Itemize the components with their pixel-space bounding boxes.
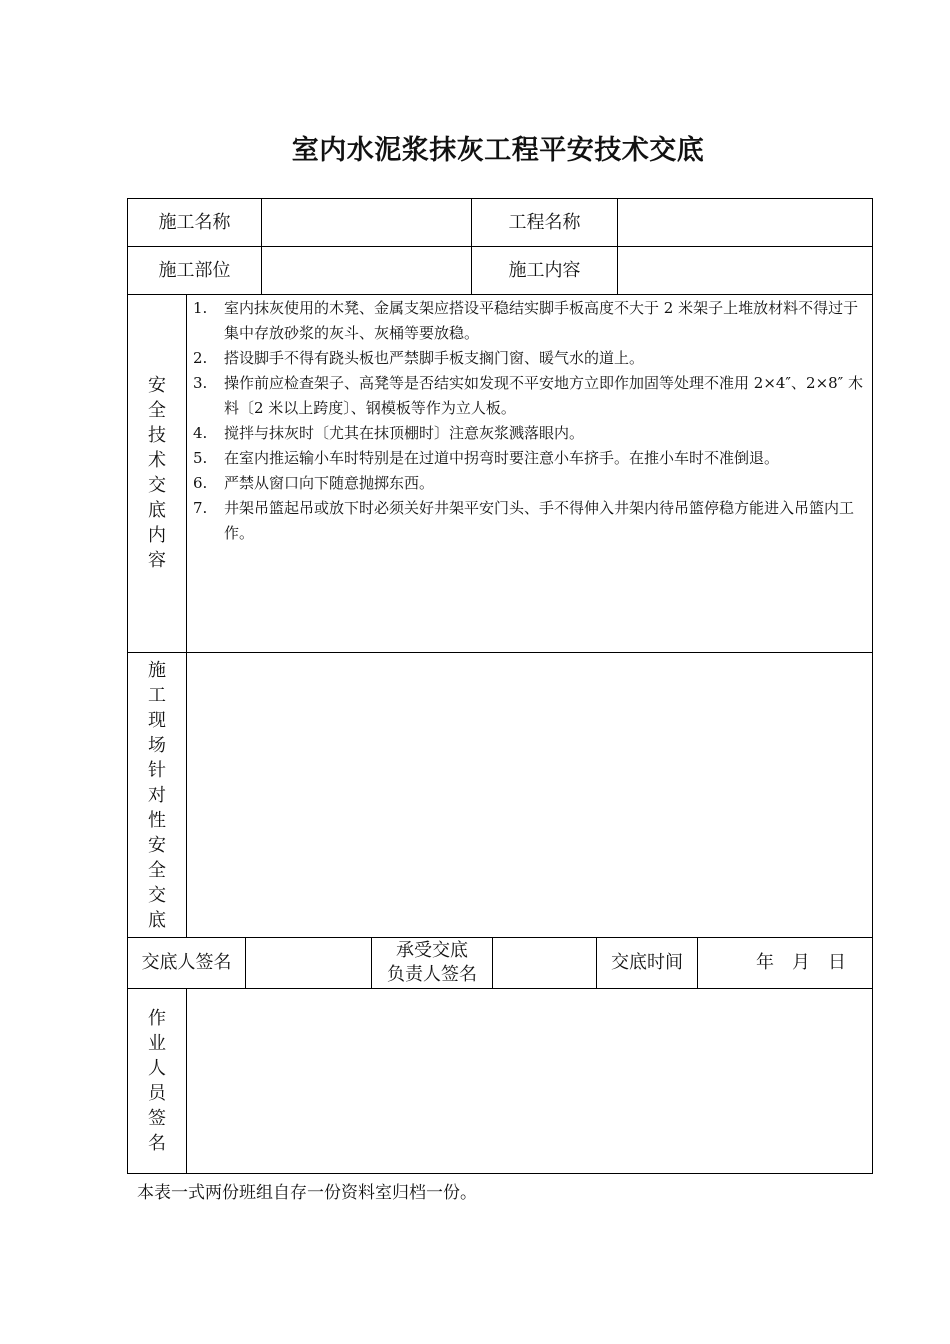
workers-signature-area[interactable] xyxy=(188,990,871,1172)
item-text: 在室内推运输小车时特别是在过道中拐弯时要注意小车挤手。在推小车时不准倒退。 xyxy=(224,449,780,467)
disclosure-time-label: 交底时间 xyxy=(611,952,683,973)
list-item xyxy=(193,296,868,346)
disclosure-date-field[interactable]: 年 月 日 xyxy=(756,952,846,973)
footer-note: 本表一式两份班组自存一份资料室归档一份。 xyxy=(137,1183,477,1203)
discloser-signature-field[interactable] xyxy=(246,938,371,988)
item-text: 严禁从窗口向下随意抛掷东西。 xyxy=(224,474,435,492)
discloser-signature-label: 交底人签名 xyxy=(141,952,232,973)
list-item xyxy=(193,471,868,496)
item-number: 3. xyxy=(193,374,208,392)
receiver-signature-label: 承受交底 负责人签名 xyxy=(387,940,477,985)
workers-section-label: 作 业 人 员 签 名 xyxy=(148,1008,166,1154)
list-item xyxy=(193,346,868,371)
item-text: 操作前应检查架子、高凳等是否结实如发现不平安地方立即作加固等处理不准用 2×4″、2×8″ 木料〔2 米以上跨度〕、钢模板等作为立人板。 xyxy=(224,374,864,417)
project-name-field[interactable] xyxy=(618,199,872,246)
item-number: 4. xyxy=(193,424,208,442)
receiver-signature-field[interactable] xyxy=(493,938,596,988)
construction-name-field[interactable] xyxy=(262,199,471,246)
safety-items-list xyxy=(193,296,868,546)
item-text: 井架吊篮起吊或放下时必须关好井架平安门头、手不得伸入井架内待吊篮停稳方能进入吊篮内工作。 xyxy=(224,499,855,542)
list-item xyxy=(193,496,868,546)
item-number: 5. xyxy=(193,449,208,467)
item-number: 2. xyxy=(193,349,208,367)
construction-name-label: 施工名称 xyxy=(158,211,231,233)
item-text: 搅拌与抹灰时〔尤其在抹顶棚时〕注意灰浆溅落眼内。 xyxy=(224,424,585,442)
item-number: 7. xyxy=(193,499,208,517)
onsite-content-area[interactable] xyxy=(188,654,871,936)
item-number: 6. xyxy=(193,474,208,492)
item-text: 室内抹灰使用的木凳、金属支架应搭设平稳结实脚手板高度不大于 2 米架子上堆放材料不得过于集中存放砂浆的灰斗、灰桶等要放稳。 xyxy=(224,299,859,342)
construction-part-label: 施工部位 xyxy=(158,259,231,281)
list-item xyxy=(193,446,868,471)
safety-section-label: 安 全 技 术 交 底 内 容 xyxy=(148,375,166,571)
construction-part-field[interactable] xyxy=(262,247,471,294)
document-title: 室内水泥浆抹灰工程平安技术交底 xyxy=(291,135,705,166)
onsite-section-label: 施 工 现 场 针 对 性 安 全 交 底 xyxy=(148,660,166,931)
list-item xyxy=(193,371,868,421)
project-name-label: 工程名称 xyxy=(508,211,581,233)
list-item xyxy=(193,421,868,446)
construction-content-label: 施工内容 xyxy=(508,259,581,281)
construction-content-field[interactable] xyxy=(618,247,872,294)
item-text: 搭设脚手不得有跷头板也严禁脚手板支搁门窗、暖气水的道上。 xyxy=(224,349,645,367)
item-number: 1. xyxy=(193,299,208,317)
